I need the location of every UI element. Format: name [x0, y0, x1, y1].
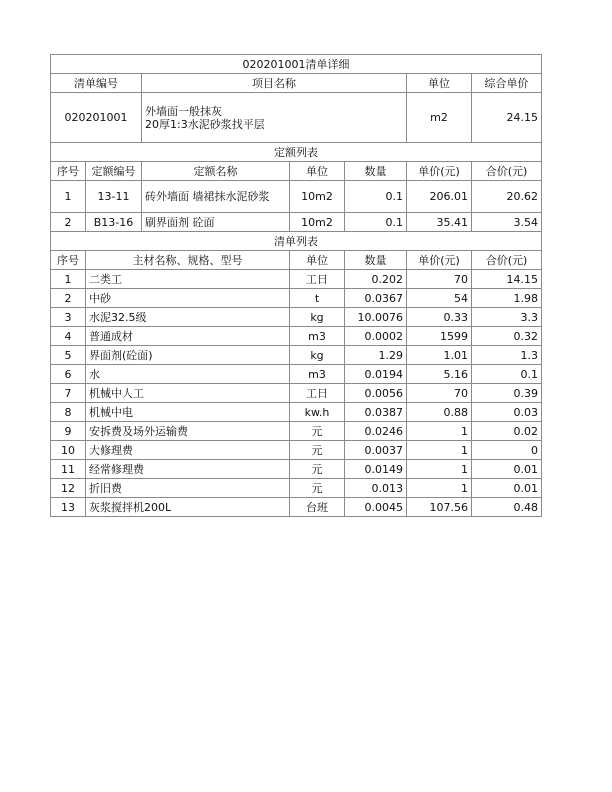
- header-cell: 单位: [290, 162, 345, 181]
- project-name-line2: 20厚1:3水泥砂浆找平层: [145, 117, 265, 131]
- material-row: [51, 403, 542, 422]
- row-no: 2: [51, 213, 86, 232]
- row-no: 11: [51, 460, 86, 479]
- header-cell: 定额名称: [142, 162, 290, 181]
- materials-header-row: [51, 251, 542, 270]
- material-name: 折旧费: [86, 479, 290, 498]
- unit: m3: [290, 327, 345, 346]
- unit: 元: [290, 441, 345, 460]
- quota-header-row: [51, 162, 542, 181]
- header-cell: 数量: [345, 251, 407, 270]
- unit-price: 206.01: [407, 181, 472, 213]
- unit: 10m2: [290, 181, 345, 213]
- unit-price: 1: [407, 460, 472, 479]
- quantity: 0.0246: [345, 422, 407, 441]
- material-name: 大修理费: [86, 441, 290, 460]
- quantity: 0.0056: [345, 384, 407, 403]
- header-cell: 单价(元): [407, 251, 472, 270]
- material-name: 水泥32.5级: [86, 308, 290, 327]
- material-name: 机械中电: [86, 403, 290, 422]
- unit-price: 35.41: [407, 213, 472, 232]
- header-cell: 合价(元): [472, 251, 542, 270]
- material-name: 经常修理费: [86, 460, 290, 479]
- unit: 台班: [290, 498, 345, 517]
- row-no: 9: [51, 422, 86, 441]
- summary-header-row: [51, 74, 542, 93]
- header-cell: 定额编号: [86, 162, 142, 181]
- material-name: 水: [86, 365, 290, 384]
- unit: 元: [290, 479, 345, 498]
- total-price: 0.32: [472, 327, 542, 346]
- material-name: 灰浆搅拌机200L: [86, 498, 290, 517]
- material-row: [51, 460, 542, 479]
- material-row: [51, 346, 542, 365]
- quantity: 0.0045: [345, 498, 407, 517]
- header-cell: 单位: [290, 251, 345, 270]
- unit: kg: [290, 346, 345, 365]
- total-price: 0: [472, 441, 542, 460]
- total-price: 3.54: [472, 213, 542, 232]
- quota-section-title: 定额列表: [51, 143, 542, 162]
- header-cell: 综合单价: [472, 74, 542, 93]
- total-price: 14.15: [472, 270, 542, 289]
- quantity: 1.29: [345, 346, 407, 365]
- material-row: [51, 422, 542, 441]
- material-name: 中砂: [86, 289, 290, 308]
- bill-code: 020201001: [51, 93, 142, 143]
- total-price: 0.39: [472, 384, 542, 403]
- unit-price: 1: [407, 441, 472, 460]
- unit-price: 1: [407, 479, 472, 498]
- material-row: [51, 441, 542, 460]
- row-no: 13: [51, 498, 86, 517]
- material-row: [51, 270, 542, 289]
- total-price: 0.48: [472, 498, 542, 517]
- header-cell: 单价(元): [407, 162, 472, 181]
- unit-price: 70: [407, 384, 472, 403]
- unit-price: 0.33: [407, 308, 472, 327]
- quantity: 0.0367: [345, 289, 407, 308]
- header-cell: 项目名称: [142, 74, 407, 93]
- quota-row: [51, 213, 542, 232]
- material-row: [51, 479, 542, 498]
- unit-price: 70: [407, 270, 472, 289]
- row-no: 4: [51, 327, 86, 346]
- unit: 元: [290, 422, 345, 441]
- unit: kw.h: [290, 403, 345, 422]
- quantity: 0.0387: [345, 403, 407, 422]
- quantity: 0.013: [345, 479, 407, 498]
- material-row: [51, 289, 542, 308]
- unit-price: 107.56: [407, 498, 472, 517]
- material-name: 普通成材: [86, 327, 290, 346]
- unit: kg: [290, 308, 345, 327]
- total-price: 0.01: [472, 460, 542, 479]
- quota-code: 13-11: [86, 181, 142, 213]
- quantity: 0.1: [345, 213, 407, 232]
- total-price: 0.03: [472, 403, 542, 422]
- header-cell: 数量: [345, 162, 407, 181]
- summary-row: [51, 93, 542, 143]
- bill-unit: m2: [407, 93, 472, 143]
- unit-price: 1: [407, 422, 472, 441]
- material-name: 二类工: [86, 270, 290, 289]
- project-name-line1: 外墙面一般抹灰: [145, 104, 222, 118]
- row-no: 12: [51, 479, 86, 498]
- unit: 工日: [290, 384, 345, 403]
- header-cell: 序号: [51, 251, 86, 270]
- total-price: 0.01: [472, 479, 542, 498]
- project-name: [142, 93, 407, 143]
- total-price: 0.02: [472, 422, 542, 441]
- unit-price: 0.88: [407, 403, 472, 422]
- total-price: 3.3: [472, 308, 542, 327]
- table-title: 020201001清单详细: [51, 55, 542, 74]
- unit: m3: [290, 365, 345, 384]
- total-price: 20.62: [472, 181, 542, 213]
- quota-name: 砖外墙面 墙裙抹水泥砂浆: [142, 181, 290, 213]
- row-no: 10: [51, 441, 86, 460]
- unit: 10m2: [290, 213, 345, 232]
- quantity: 0.0037: [345, 441, 407, 460]
- total-price: 1.98: [472, 289, 542, 308]
- material-name: 机械中人工: [86, 384, 290, 403]
- unit-price: 1.01: [407, 346, 472, 365]
- row-no: 7: [51, 384, 86, 403]
- total-price: 1.3: [472, 346, 542, 365]
- unit-price: 5.16: [407, 365, 472, 384]
- row-no: 5: [51, 346, 86, 365]
- row-no: 1: [51, 270, 86, 289]
- quantity: 0.0194: [345, 365, 407, 384]
- total-price: 0.1: [472, 365, 542, 384]
- header-cell: 主材名称、规格、型号: [86, 251, 290, 270]
- header-cell: 合价(元): [472, 162, 542, 181]
- unit: 工日: [290, 270, 345, 289]
- quantity: 0.0149: [345, 460, 407, 479]
- quantity: 0.0002: [345, 327, 407, 346]
- quantity: 0.202: [345, 270, 407, 289]
- row-no: 2: [51, 289, 86, 308]
- material-row: [51, 384, 542, 403]
- header-cell: 清单编号: [51, 74, 142, 93]
- unit-price: 54: [407, 289, 472, 308]
- unit: t: [290, 289, 345, 308]
- row-no: 8: [51, 403, 86, 422]
- unit: 元: [290, 460, 345, 479]
- row-no: 3: [51, 308, 86, 327]
- material-name: 安拆费及场外运输费: [86, 422, 290, 441]
- quota-row: [51, 181, 542, 213]
- header-cell: 序号: [51, 162, 86, 181]
- quota-name: 刷界面剂 砼面: [142, 213, 290, 232]
- material-name: 界面剂(砼面): [86, 346, 290, 365]
- material-row: [51, 327, 542, 346]
- quantity: 0.1: [345, 181, 407, 213]
- bill-detail-table: [50, 54, 542, 517]
- materials-section-title: 清单列表: [51, 232, 542, 251]
- material-row: [51, 308, 542, 327]
- material-row: [51, 365, 542, 384]
- row-no: 6: [51, 365, 86, 384]
- row-no: 1: [51, 181, 86, 213]
- material-row: [51, 498, 542, 517]
- unit-price: 1599: [407, 327, 472, 346]
- bill-price: 24.15: [472, 93, 542, 143]
- quota-code: B13-16: [86, 213, 142, 232]
- quantity: 10.0076: [345, 308, 407, 327]
- header-cell: 单位: [407, 74, 472, 93]
